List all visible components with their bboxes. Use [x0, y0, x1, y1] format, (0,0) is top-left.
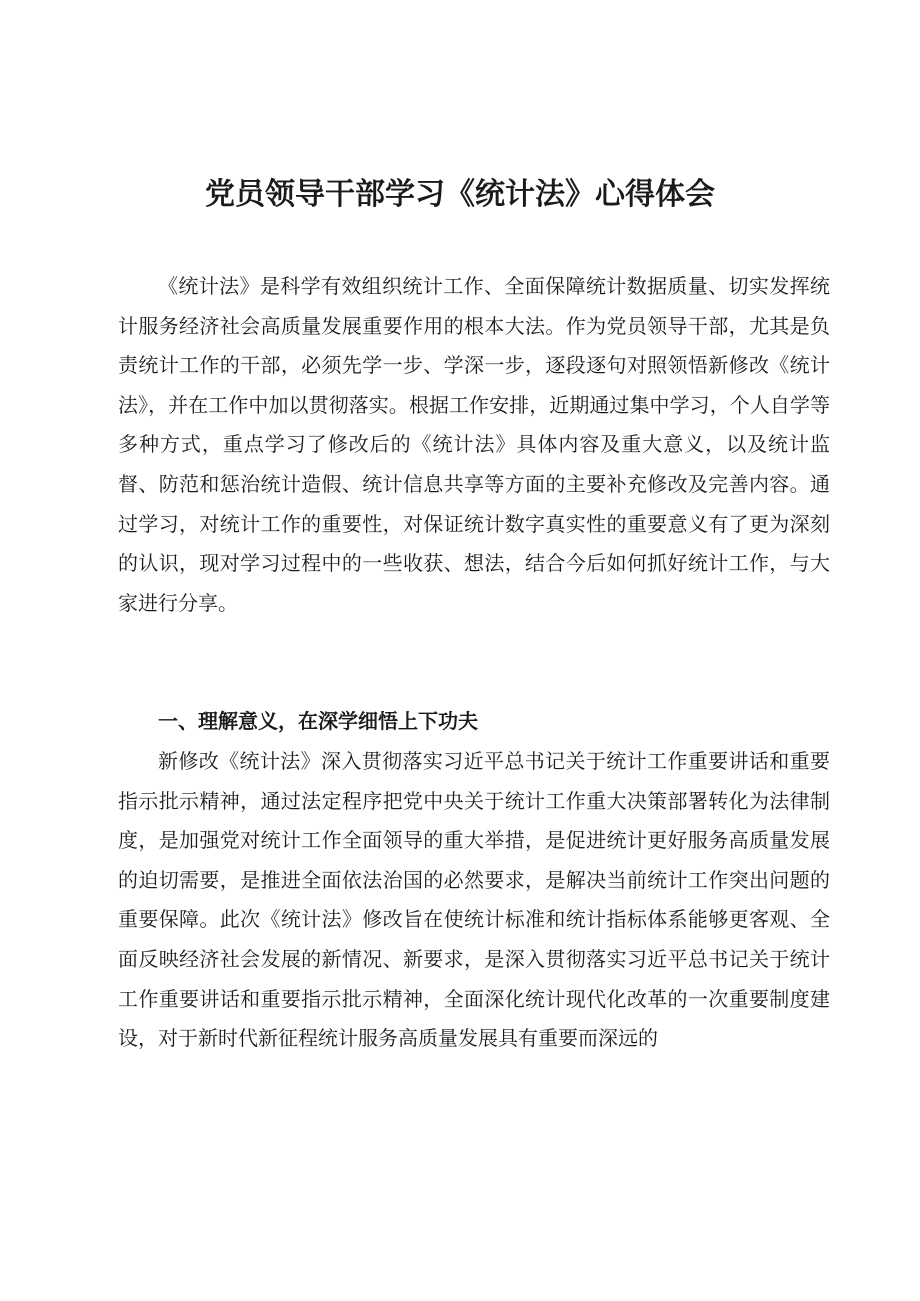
section-paragraph: 新修改《统计法》深入贯彻落实习近平总书记关于统计工作重要讲话和重要指示批示精神，通过法定程序把党中央关于统计工作重大决策部署转化为法律制度，是加强党对统计工作全面领导的重大举措，是促进统计更好服务高质量发展的迫切需要，是推进全面依法治国的必然要求，是解决当前统计工作突出问题的重要保障。此次《统计法》修改旨在使统计标准和统计指标体系能够更客观、全面反映经济社会发展的新情况、新要求，是深入贯彻落实习近平总书记关于统计工作重要讲话和重要指示批示精神，全面深化统计现代化改革的一次重要制度建设，对于新时代新征程统计服务高质量发展具有重要而深远的: [118, 749, 830, 1051]
intro-paragraph: 《统计法》是科学有效组织统计工作、全面保障统计数据质量、切实发挥统计服务经济社会高质量发展重要作用的根本大法。作为党员领导干部，尤其是负责统计工作的干部，必须先学一步、学深一步，逐段逐句对照领悟新修改《统计法》，并在工作中加以贯彻落实。根据工作安排，近期通过集中学习，个人自学等多种方式，重点学习了修改后的《统计法》具体内容及重大意义，以及统计监督、防范和惩治统计造假、统计信息共享等方面的主要补充修改及完善内容。通过学习，对统计工作的重要性，对保证统计数字真实性的重要意义有了更为深刻的认识，现对学习过程中的一些收获、想法，结合今后如何抓好统计工作，与大家进行分享。: [118, 274, 830, 615]
document-title: 党员领导干部学习《统计法》心得体会: [205, 177, 715, 212]
section-heading: 一、理解意义，在深学细悟上下功夫: [158, 709, 478, 733]
